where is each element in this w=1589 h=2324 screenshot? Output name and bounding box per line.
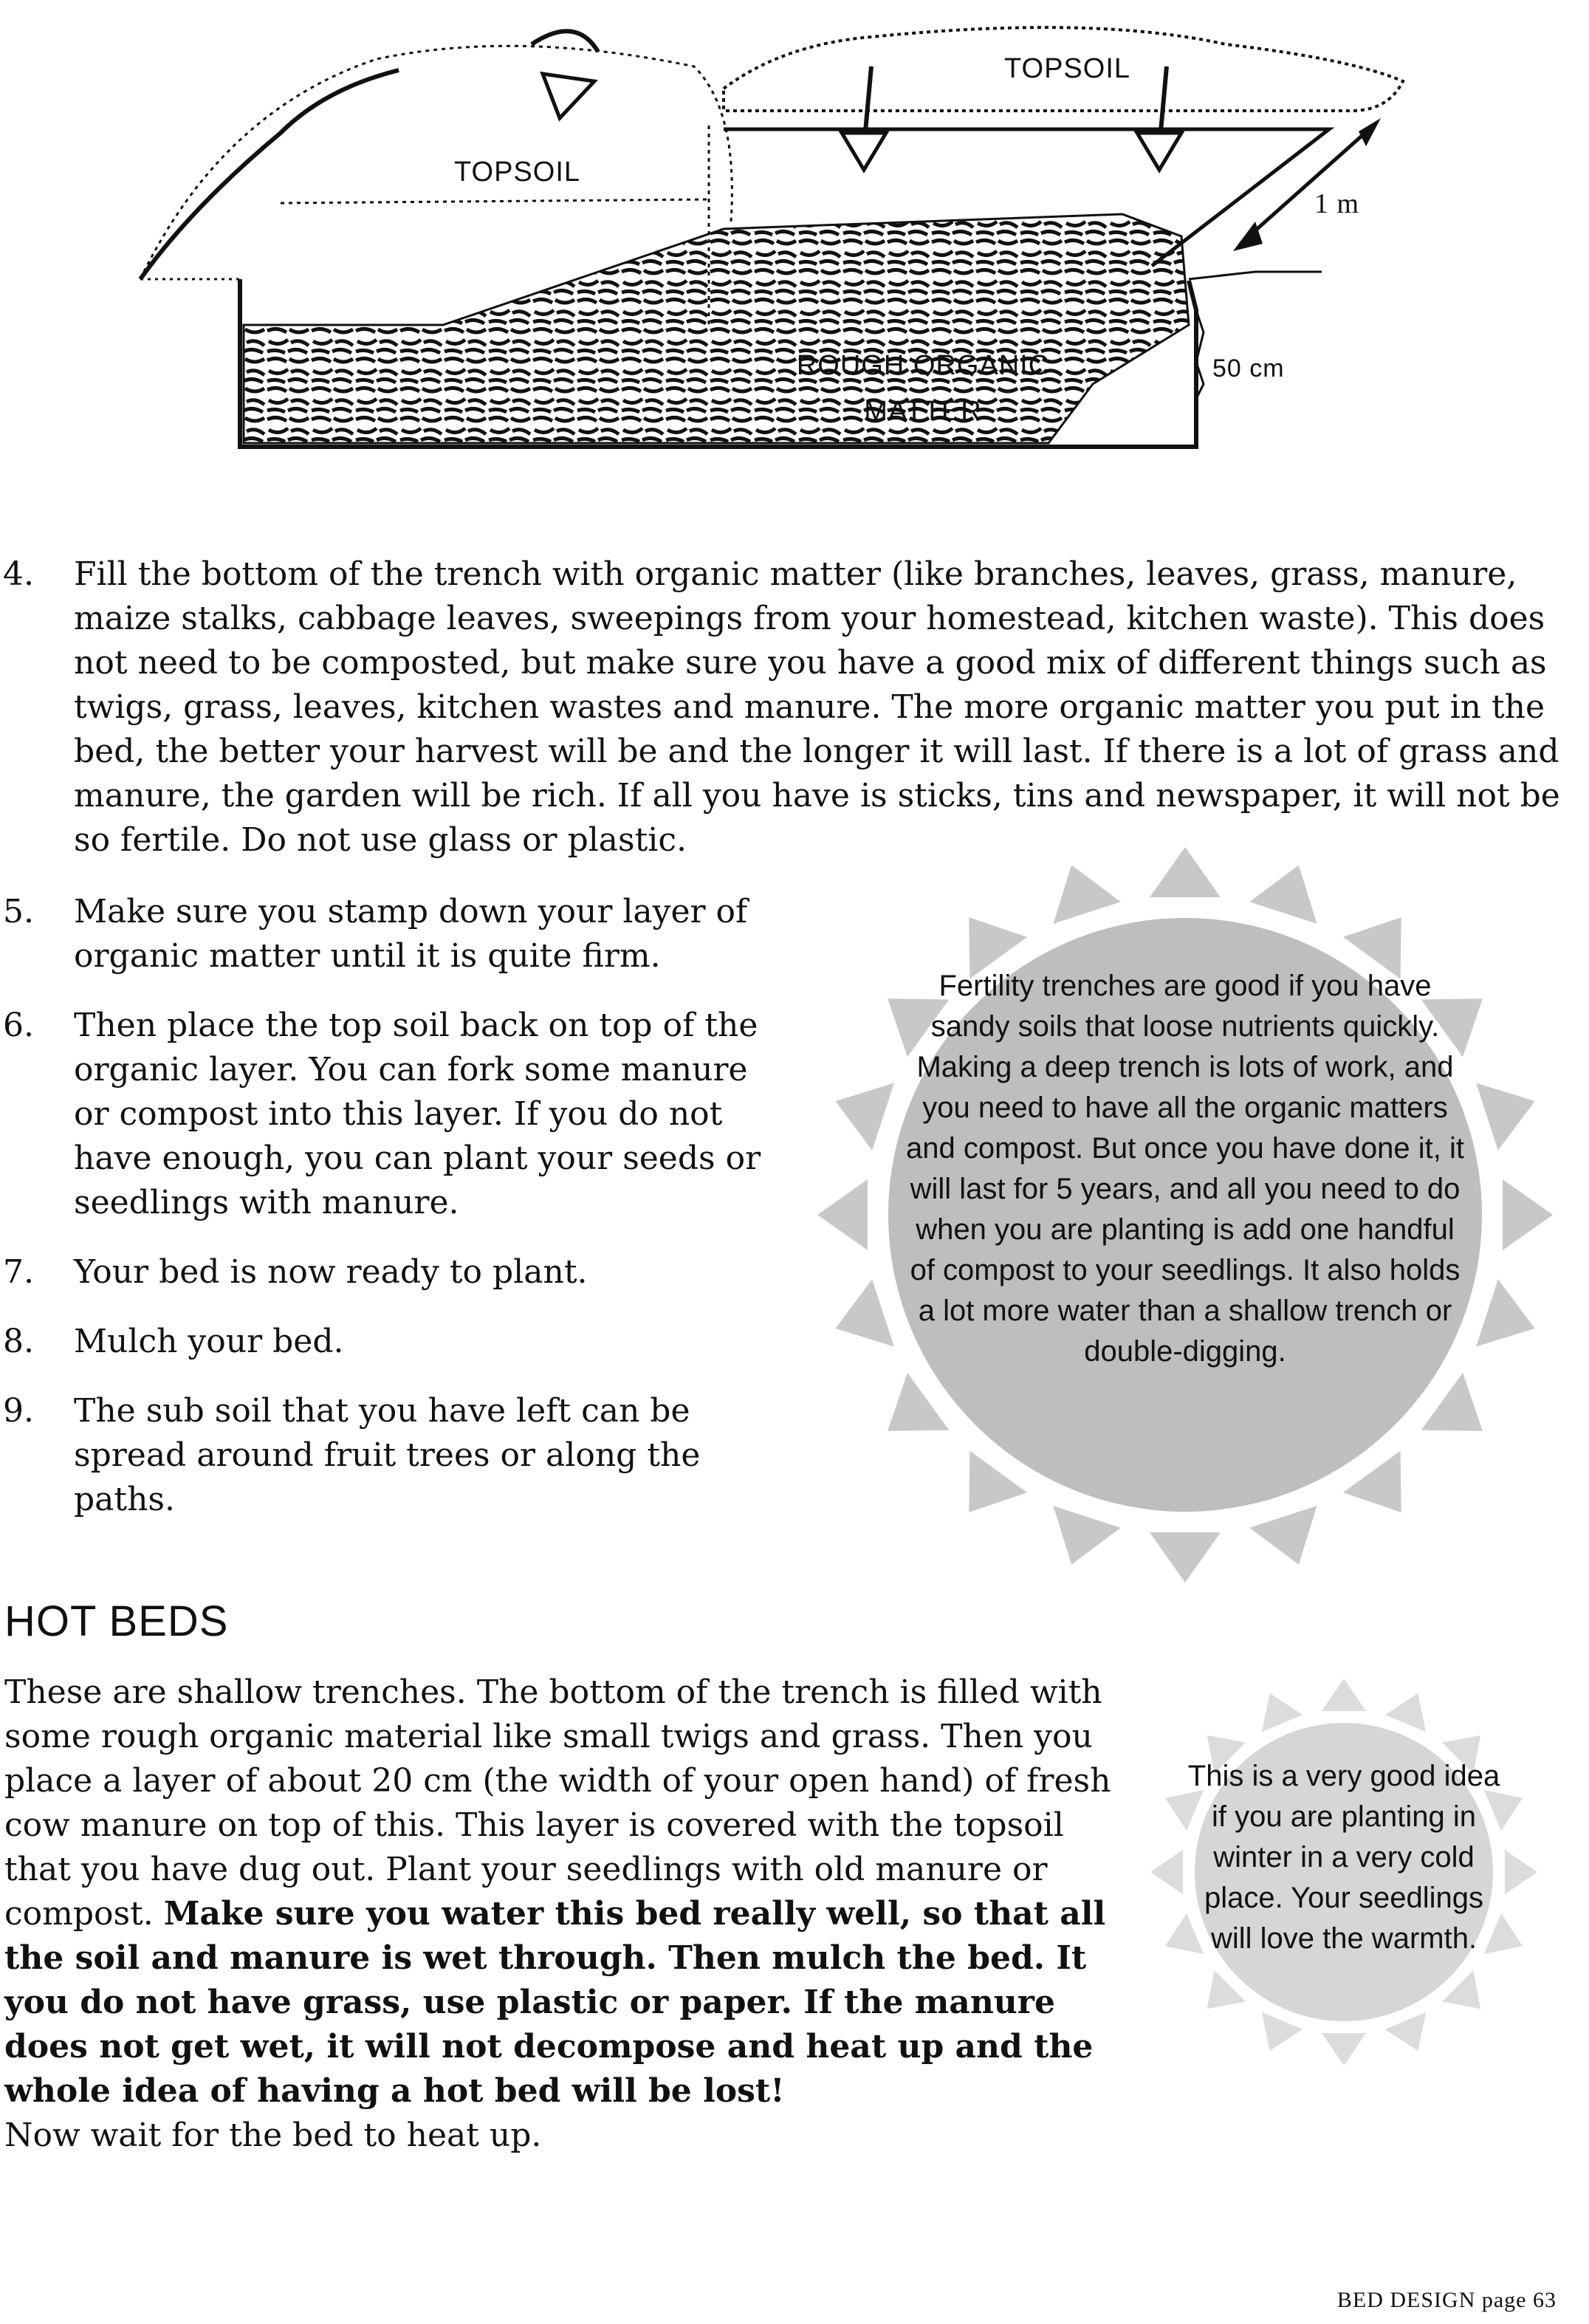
step-number: 8.	[3, 1323, 34, 1360]
fertility-callout-text: Fertility trenches are good if you have sandy soils that loose nutrients quickly. Making a deep trench is lots of work, and you need to have all the organic matters and compost. But once you have done it, it will last for 5 years, and all you need to do when you are planting is add one handful of compost to your seedlings. It also holds a lot more water than a shallow trench or double-digging.	[905, 970, 1465, 1368]
sun-ray	[1262, 2012, 1303, 2051]
step-item	[0, 552, 1565, 863]
hot-beds-body	[4, 1670, 1112, 2158]
winter-callout	[1137, 1676, 1551, 2068]
sun-ray	[1476, 1279, 1535, 1346]
step-number: 4.	[3, 555, 34, 593]
step-number: 7.	[3, 1253, 34, 1291]
sun-ray	[1505, 1850, 1537, 1894]
step-item	[0, 1389, 783, 1522]
hot-beds-intro: These are shallow trenches. The bottom of the trench is filled with some rough organic material like small twigs and grass. Then you place a layer of about 20 cm (the width of your open hand) of fresh cow manure on top of this. This layer is covered with the topsoil that you have dug out. Plant your seedlings with old manure or compost.	[4, 1673, 1111, 1933]
sun-ray	[1503, 1179, 1553, 1250]
hot-beds-closing: Now wait for the bed to heat up.	[4, 2116, 542, 2154]
step-text: The sub soil that you have left can be spread around fruit trees or along the paths.	[74, 1392, 701, 1518]
section-heading: HOT BEDS	[4, 1597, 229, 1645]
step-text: Fill the bottom of the trench with organic matter (like branches, leaves, grass, manure, maize stalks, cabbage leaves, sweepings from your homestead, kitchen waste). This does not need to be composted, but make sure you have a good mix of different things such as twigs, grass, leaves, kitchen wastes and manure. The more organic matter you put in the bed, the better your harvest will be and the longer it will last. If there is a lot of grass and manure, the garden will be rich. If all you have is sticks, tins and newspaper, it will not be so fertile. Do not use glass or plastic.	[74, 555, 1560, 859]
sun-ray	[1262, 1693, 1303, 1732]
topsoil-right-label: TOPSOIL	[1004, 53, 1131, 84]
sun-ray	[1249, 865, 1317, 924]
step-number: 9.	[3, 1392, 34, 1430]
hot-beds-warning: Make sure you water this bed really well, so that all the soil and manure is wet through. Then mulch the bed. It you do not have grass, use plastic or paper. If the manure does not get wet, it will not decompose and heat up and the whole idea of having a hot bed will be lost!	[4, 1895, 1106, 2110]
step-item	[0, 1320, 783, 1364]
organic-matter-label: ROUGH ORGANIC MATTER	[796, 350, 1050, 427]
page-footer: BED DESIGN page 63	[1336, 2288, 1557, 2312]
width-dimension-label: 1 m	[1314, 188, 1360, 219]
step-text: Then place the top soil back on top of the organic layer. You can fork some manure or compost into this layer. If you do not have enough, you can plant your seeds or seedlings with manure.	[74, 1007, 761, 1221]
sun-ray	[1150, 1850, 1183, 1894]
topsoil-left-label: TOPSOIL	[454, 157, 581, 188]
sun-ray	[1322, 1679, 1366, 1711]
step-list-wide	[0, 552, 1565, 888]
sun-ray	[1053, 865, 1120, 924]
step-number: 5.	[3, 893, 34, 930]
trench-illustration	[133, 0, 1447, 487]
sun-ray	[835, 1279, 894, 1346]
sun-ray	[1150, 1532, 1221, 1583]
sun-ray	[1150, 847, 1221, 897]
sun-ray	[1249, 1506, 1317, 1565]
step-list-narrow	[0, 890, 783, 1547]
step-text: Mulch your bed.	[74, 1323, 344, 1360]
step-item	[0, 1004, 783, 1225]
sun-ray	[1322, 2033, 1366, 2066]
fertility-callout	[783, 842, 1588, 1588]
sun-ray	[1385, 2012, 1426, 2051]
step-text: Your bed is now ready to plant.	[74, 1253, 588, 1291]
step-item	[0, 1250, 783, 1295]
step-text: Make sure you stamp down your layer of organic matter until it is quite firm.	[74, 893, 748, 975]
sun-ray	[1385, 1693, 1426, 1732]
step-number: 6.	[3, 1007, 34, 1044]
winter-callout-text: This is a very good idea if you are planting in winter in a very cold place. Your seedlings will love the warmth.	[1187, 1760, 1500, 1955]
step-item	[0, 890, 783, 978]
sun-ray	[1476, 1083, 1535, 1150]
sun-ray	[1053, 1506, 1120, 1565]
depth-dimension-label: 50 cm	[1212, 354, 1285, 383]
sun-ray	[835, 1083, 894, 1150]
sun-ray	[817, 1179, 868, 1250]
